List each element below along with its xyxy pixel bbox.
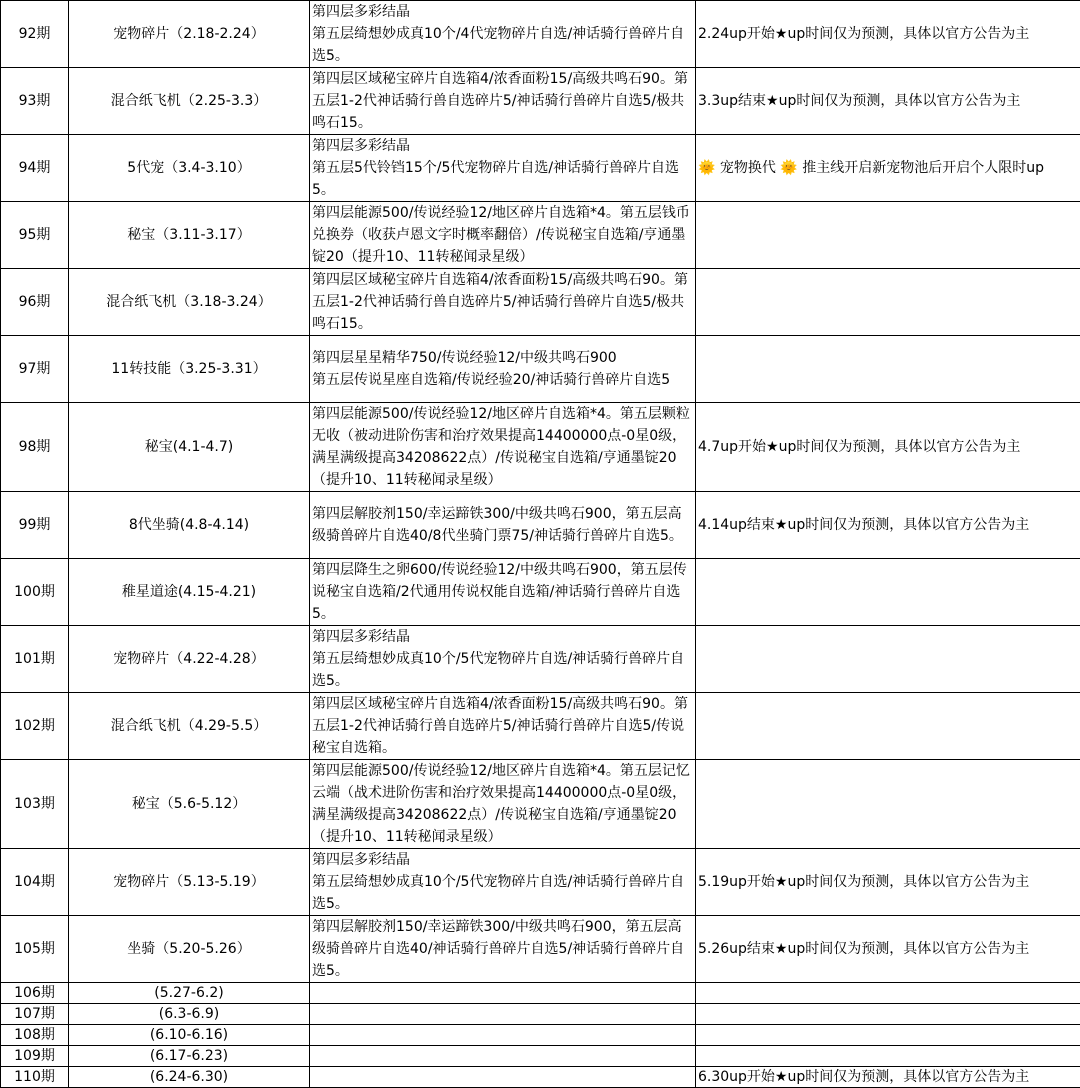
- theme-cell: 5代宠（3.4-3.10）: [69, 135, 310, 202]
- table-row: [1, 760, 1080, 849]
- table-row: [1, 1067, 1080, 1088]
- reward-cell: [310, 68, 696, 135]
- note-cell: [696, 336, 1080, 403]
- reward-line: 第四层能源500/传说经验12/地区碎片自选箱*4。第五层钱币兑换券（收获卢恩文字时概率翻倍）/传说秘宝自选箱/亨通墨锭20（提升10、11转秘闻录星级）: [312, 202, 693, 268]
- note-cell: [696, 626, 1080, 693]
- note-cell: 6.30up开始★up时间仅为预测，具体以官方公告为主: [696, 1067, 1080, 1088]
- theme-cell: 混合纸飞机（2.25-3.3）: [69, 68, 310, 135]
- theme-cell: 宠物碎片（4.22-4.28）: [69, 626, 310, 693]
- theme-cell: 8代坐骑(4.8-4.14): [69, 492, 310, 559]
- theme-cell: 混合纸飞机（3.18-3.24）: [69, 269, 310, 336]
- table-row: [1, 492, 1080, 559]
- period-cell: 96期: [1, 269, 69, 336]
- table-row: [1, 135, 1080, 202]
- table-row: [1, 983, 1080, 1004]
- theme-cell: 秘宝（3.11-3.17）: [69, 202, 310, 269]
- reward-line: 第四层多彩结晶: [312, 135, 693, 157]
- period-cell: 97期: [1, 336, 69, 403]
- table-row: [1, 626, 1080, 693]
- note-cell: [696, 693, 1080, 760]
- table-row: [1, 202, 1080, 269]
- period-cell: 100期: [1, 559, 69, 626]
- theme-cell: (6.10-6.16): [69, 1025, 310, 1046]
- theme-cell: 宠物碎片（5.13-5.19）: [69, 849, 310, 916]
- reward-line: 第五层绮想妙成真10个/4代宠物碎片自选/神话骑行兽碎片自选5。: [312, 23, 693, 67]
- period-cell: 104期: [1, 849, 69, 916]
- period-cell: 103期: [1, 760, 69, 849]
- reward-line: 第四层解胶剂150/幸运蹄铁300/中级共鸣石900，第五层高级骑兽碎片自选40/8代坐骑门票75/神话骑行兽碎片自选5。: [312, 503, 693, 547]
- reward-cell: [310, 760, 696, 849]
- reward-line: 第五层绮想妙成真10个/5代宠物碎片自选/神话骑行兽碎片自选5。: [312, 648, 693, 692]
- note-cell: [696, 559, 1080, 626]
- period-cell: 107期: [1, 1004, 69, 1025]
- reward-cell: [310, 403, 696, 492]
- note-cell: [696, 202, 1080, 269]
- theme-cell: 11转技能（3.25-3.31）: [69, 336, 310, 403]
- period-cell: 109期: [1, 1046, 69, 1067]
- reward-cell: [310, 916, 696, 983]
- reward-cell: [310, 1046, 696, 1067]
- table-row: [1, 916, 1080, 983]
- reward-line: 第五层传说星座自选箱/传说经验20/神话骑行兽碎片自选5: [312, 369, 693, 391]
- note-cell: 5.19up开始★up时间仅为预测，具体以官方公告为主: [696, 849, 1080, 916]
- theme-cell: 秘宝（5.6-5.12）: [69, 760, 310, 849]
- table-row: [1, 1, 1080, 68]
- reward-cell: [310, 1025, 696, 1046]
- period-cell: 94期: [1, 135, 69, 202]
- period-cell: 95期: [1, 202, 69, 269]
- theme-cell: (6.3-6.9): [69, 1004, 310, 1025]
- reward-cell: [310, 1, 696, 68]
- reward-line: 第四层多彩结晶: [312, 849, 693, 871]
- period-cell: 98期: [1, 403, 69, 492]
- table-row: [1, 1025, 1080, 1046]
- theme-cell: 混合纸飞机（4.29-5.5）: [69, 693, 310, 760]
- theme-cell: 秘宝(4.1-4.7): [69, 403, 310, 492]
- reward-cell: [310, 492, 696, 559]
- period-cell: 99期: [1, 492, 69, 559]
- period-cell: 102期: [1, 693, 69, 760]
- reward-line: 第四层区域秘宝碎片自选箱4/浓香面粉15/高级共鸣石90。第五层1-2代神话骑行兽自选碎片5/神话骑行兽碎片自选5/极共鸣石15。: [312, 68, 693, 134]
- reward-line: 第四层能源500/传说经验12/地区碎片自选箱*4。第五层记忆云端（战术进阶伤害和治疗效果提高14400000点-0星0级，满星满级提高34208622点）/传说秘宝自选箱/亨通墨锭20（提升10、11转秘闻录星级）: [312, 760, 693, 848]
- table-row: [1, 68, 1080, 135]
- note-cell: 3.3up结束★up时间仅为预测，具体以官方公告为主: [696, 68, 1080, 135]
- note-cell: [696, 1004, 1080, 1025]
- table-row: [1, 693, 1080, 760]
- table-row: [1, 403, 1080, 492]
- table-row: [1, 1004, 1080, 1025]
- note-cell: 4.7up开始★up时间仅为预测，具体以官方公告为主: [696, 403, 1080, 492]
- reward-cell: [310, 559, 696, 626]
- note-cell: [696, 1025, 1080, 1046]
- schedule-body: [1, 1, 1080, 1088]
- period-cell: 108期: [1, 1025, 69, 1046]
- theme-cell: 稚星道途(4.15-4.21): [69, 559, 310, 626]
- note-cell: 4.14up结束★up时间仅为预测，具体以官方公告为主: [696, 492, 1080, 559]
- reward-line: 第四层解胶剂150/幸运蹄铁300/中级共鸣石900，第五层高级骑兽碎片自选40/神话骑行兽碎片自选5/神话骑行兽碎片自选5。: [312, 916, 693, 982]
- period-cell: 92期: [1, 1, 69, 68]
- table-row: [1, 269, 1080, 336]
- period-cell: 93期: [1, 68, 69, 135]
- period-cell: 105期: [1, 916, 69, 983]
- reward-line: 第四层区域秘宝碎片自选箱4/浓香面粉15/高级共鸣石90。第五层1-2代神话骑行兽自选碎片5/神话骑行兽碎片自选5/极共鸣石15。: [312, 269, 693, 335]
- reward-cell: [310, 693, 696, 760]
- reward-line: 第四层多彩结晶: [312, 626, 693, 648]
- theme-cell: (6.17-6.23): [69, 1046, 310, 1067]
- note-cell: 2.24up开始★up时间仅为预测，具体以官方公告为主: [696, 1, 1080, 68]
- reward-line: 第四层多彩结晶: [312, 1, 693, 23]
- note-cell: [696, 983, 1080, 1004]
- theme-cell: (5.27-6.2): [69, 983, 310, 1004]
- period-cell: 101期: [1, 626, 69, 693]
- reward-line: 第四层星星精华750/传说经验12/中级共鸣石900: [312, 347, 693, 369]
- reward-cell: [310, 336, 696, 403]
- theme-cell: 宠物碎片（2.18-2.24）: [69, 1, 310, 68]
- reward-cell: [310, 135, 696, 202]
- table-row: [1, 1046, 1080, 1067]
- reward-line: 第四层区域秘宝碎片自选箱4/浓香面粉15/高级共鸣石90。第五层1-2代神话骑行兽自选碎片5/神话骑行兽碎片自选5/传说秘宝自选箱。: [312, 693, 693, 759]
- note-cell: 🌞 宠物换代 🌞 推主线开启新宠物池后开启个人限时up: [696, 135, 1080, 202]
- table-row: [1, 336, 1080, 403]
- table-row: [1, 559, 1080, 626]
- period-cell: 110期: [1, 1067, 69, 1088]
- reward-cell: [310, 1067, 696, 1088]
- reward-line: 第五层5代铃铛15个/5代宠物碎片自选/神话骑行兽碎片自选5。: [312, 157, 693, 201]
- reward-line: 第四层能源500/传说经验12/地区碎片自选箱*4。第五层颗粒无收（被动进阶伤害和治疗效果提高14400000点-0星0级，满星满级提高34208622点）/传说秘宝自选箱/亨通墨锭20（提升10、11转秘闻录星级）: [312, 403, 693, 491]
- reward-cell: [310, 202, 696, 269]
- note-cell: 5.26up结束★up时间仅为预测，具体以官方公告为主: [696, 916, 1080, 983]
- note-cell: [696, 1046, 1080, 1067]
- reward-cell: [310, 849, 696, 916]
- reward-cell: [310, 1004, 696, 1025]
- reward-cell: [310, 626, 696, 693]
- theme-cell: (6.24-6.30): [69, 1067, 310, 1088]
- note-cell: [696, 269, 1080, 336]
- theme-cell: 坐骑（5.20-5.26）: [69, 916, 310, 983]
- reward-line: 第五层绮想妙成真10个/5代宠物碎片自选/神话骑行兽碎片自选5。: [312, 871, 693, 915]
- reward-line: 第四层降生之卵600/传说经验12/中级共鸣石900，第五层传说秘宝自选箱/2代通用传说权能自选箱/神话骑行兽碎片自选5。: [312, 559, 693, 625]
- table-row: [1, 849, 1080, 916]
- reward-cell: [310, 269, 696, 336]
- reward-cell: [310, 983, 696, 1004]
- note-cell: [696, 760, 1080, 849]
- period-cell: 106期: [1, 983, 69, 1004]
